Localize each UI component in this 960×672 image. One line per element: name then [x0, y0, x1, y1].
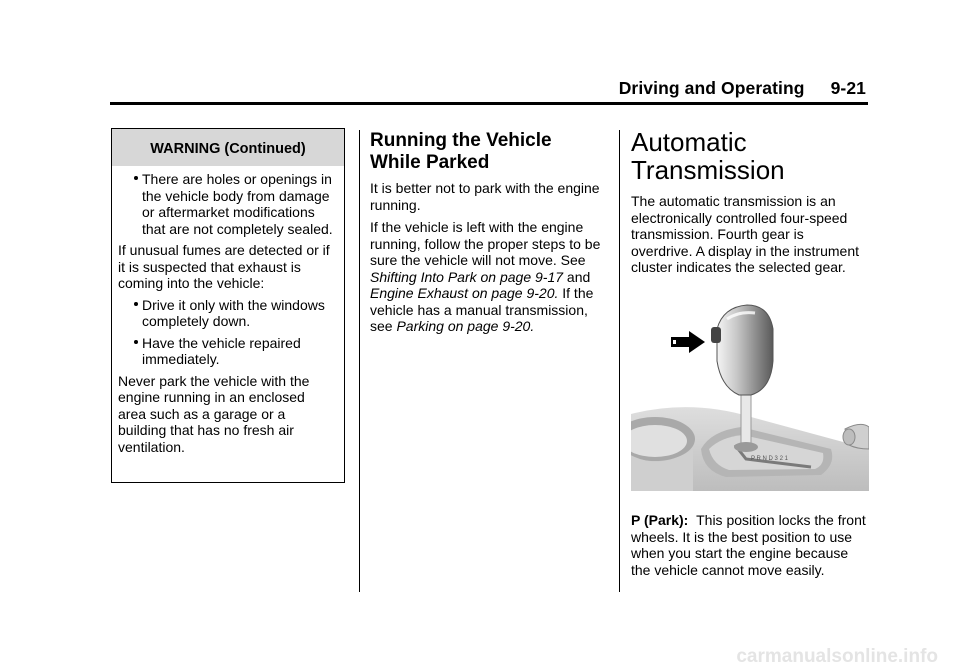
svg-text:P R N D 3 2 1: P R N D 3 2 1 — [751, 456, 788, 462]
column-divider — [619, 130, 620, 592]
page-number: 9-21 — [830, 78, 866, 98]
gear-shifter-illustration — [631, 299, 869, 491]
park-text: This position locks the front wheels. It is the best position to use when you start the engine because the vehicle cannot move easily. — [631, 512, 866, 578]
warning-bullet — [118, 171, 336, 237]
bullet-dot-icon — [134, 302, 138, 306]
park-description — [631, 512, 867, 578]
warning-paragraph: If unusual fumes are detected or if it is suspected that exhaust is coming into the vehicle: — [118, 242, 330, 291]
running-parked-section — [370, 130, 606, 335]
warning-paragraph: Never park the vehicle with the engine running in an enclosed area such as a garage or a building that has no fresh air ventilation. — [118, 372, 310, 455]
column-divider — [359, 130, 360, 592]
warning-bullet — [118, 335, 336, 368]
warning-title: WARNING (Continued) — [112, 129, 344, 166]
bullet-dot-icon — [134, 176, 138, 180]
paragraph: If the vehicle is left with the engine running, follow the proper steps to be sure the vehicle will not move. See Shifting Into Park on page 9-17 and Engine Exhaust on page 9-20. If the vehicle has a manual transmission, see Parking on page 9-20. — [370, 219, 601, 334]
warning-bullet-text: There are holes or openings in the vehicle body from damage or aftermarket modifications that are not completely sealed. — [142, 171, 333, 237]
section-heading: Running the Vehicle While Parked — [370, 130, 552, 173]
section-title: Driving and Operating — [618, 78, 805, 98]
watermark: carmanualsonline.info — [736, 646, 938, 667]
warning-bullet-text: Have the vehicle repaired immediately. — [142, 334, 301, 367]
warning-bullet-text: Drive it only with the windows completely down. — [142, 296, 325, 329]
warning-box — [111, 128, 345, 483]
header-rule — [110, 102, 868, 105]
section-heading: Automatic Transmission — [631, 127, 785, 185]
cross-reference-link[interactable]: Parking on page 9-20. — [396, 318, 535, 334]
paragraph: It is better not to park with the engine running. — [370, 180, 600, 213]
cross-reference-link[interactable]: Shifting Into Park on page 9-17 — [370, 268, 564, 285]
page-header — [0, 78, 866, 99]
right-arrow-icon — [671, 331, 705, 353]
bullet-dot-icon — [134, 340, 138, 344]
automatic-transmission-section — [631, 128, 867, 276]
paragraph: The automatic transmission is an electronically controlled four-speed transmission. Fourth gear is overdrive. A display in the instrument cluster indicates the selected gear. — [631, 193, 860, 275]
park-label: P (Park): — [631, 512, 689, 528]
warning-bullet — [118, 297, 336, 330]
cross-reference-link[interactable]: Engine Exhaust on page 9-20. — [370, 285, 559, 301]
